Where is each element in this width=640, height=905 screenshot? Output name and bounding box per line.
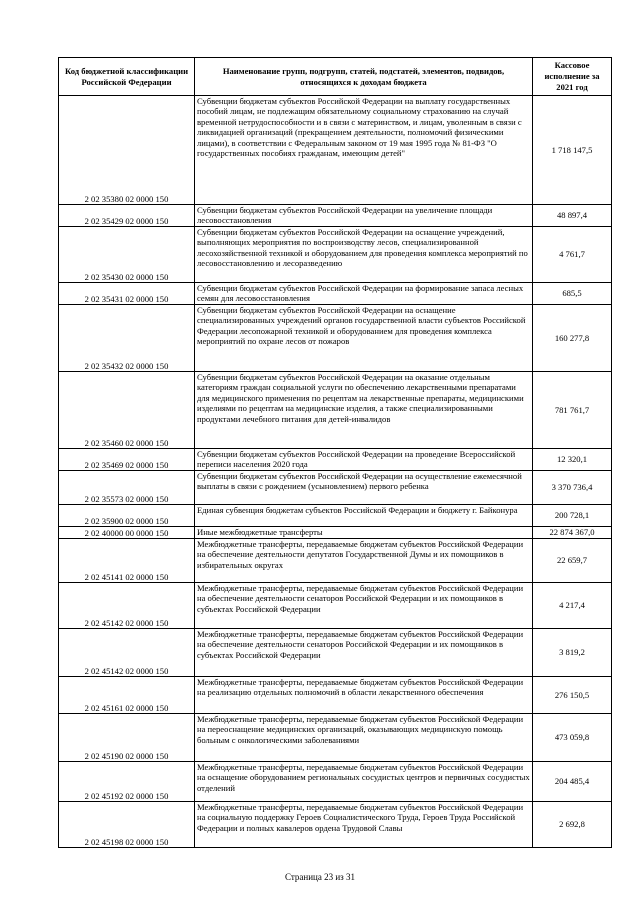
row-name: Субвенции бюджетам субъектов Российской Федерации на проведение Всероссийской переписи населения 2020 года — [195, 449, 533, 471]
table-row — [59, 527, 612, 539]
row-amount: 3 370 736,4 — [533, 471, 612, 505]
row-name: Межбюджетные трансферты, передаваемые бюджетам субъектов Российской Федерации на социальную поддержку Героев Социалистического Труда, Героев Труда Российской Федерации и полных кавалеров ордена Трудовой Славы — [195, 802, 533, 848]
row-amount: 2 692,8 — [533, 802, 612, 848]
row-name: Субвенции бюджетам субъектов Российской Федерации на формирование запаса лесных семян для лесовосстановления — [195, 283, 533, 305]
row-name: Иные межбюджетные трансферты — [195, 527, 533, 539]
row-code: 2 02 45198 02 0000 150 — [59, 802, 195, 848]
budget-table — [58, 57, 612, 848]
row-amount: 4 217,4 — [533, 583, 612, 629]
row-code: 2 02 35380 02 0000 150 — [59, 96, 195, 205]
row-name: Субвенции бюджетам субъектов Российской Федерации на выплату государственных пособий лицам, не подлежащим обязательному социальному страхованию на случай временной нетрудоспособности и в связи с материнством, и лицам, уволенным в связи с ликвидацией организаций (прекращением деятельности, полномочий физическими лицами), в соответствии с Федеральным законом от 19 мая 1995 года № 81-ФЗ "О государственных пособиях гражданам, имеющим детей" — [195, 96, 533, 205]
row-amount: 22 659,7 — [533, 539, 612, 583]
table-row — [59, 372, 612, 449]
page-number: Страница 23 из 31 — [285, 872, 355, 882]
table-row — [59, 802, 612, 848]
row-amount: 473 059,8 — [533, 714, 612, 762]
row-amount: 685,5 — [533, 283, 612, 305]
table-row — [59, 283, 612, 305]
row-name: Межбюджетные трансферты, передаваемые бюджетам субъектов Российской Федерации на переоснащение медицинских организаций, оказывающих медицинскую помощь больным с онкологическими заболеваниями — [195, 714, 533, 762]
table-row — [59, 762, 612, 802]
row-code: 2 02 35430 02 0000 150 — [59, 227, 195, 283]
table-row — [59, 629, 612, 677]
row-amount: 22 874 367,0 — [533, 527, 612, 539]
row-code: 2 02 45142 02 0000 150 — [59, 583, 195, 629]
table-row — [59, 205, 612, 227]
header-name: Наименование групп, подгрупп, статей, подстатей, элементов, подвидов, относящихся к доходам бюджета — [195, 58, 533, 96]
table-row — [59, 227, 612, 283]
row-name: Межбюджетные трансферты, передаваемые бюджетам субъектов Российской Федерации на обеспечение деятельности сенаторов Российской Федерации и их помощников в субъектах Российской Федерации — [195, 583, 533, 629]
row-code: 2 02 35469 02 0000 150 — [59, 449, 195, 471]
row-code: 2 02 45190 02 0000 150 — [59, 714, 195, 762]
header-amount: Кассовое исполнение за 2021 год — [533, 58, 612, 96]
table-row — [59, 677, 612, 714]
row-code: 2 02 45192 02 0000 150 — [59, 762, 195, 802]
row-code: 2 02 35460 02 0000 150 — [59, 372, 195, 449]
row-name: Межбюджетные трансферты, передаваемые бюджетам субъектов Российской Федерации на обеспечение деятельности сенаторов Российской Федерации и их помощников в субъектах Российской Федерации — [195, 629, 533, 677]
row-name: Межбюджетные трансферты, передаваемые бюджетам субъектов Российской Федерации на оснащение оборудованием региональных сосудистых центров и первичных сосудистых отделений — [195, 762, 533, 802]
table-header-row — [59, 58, 612, 96]
row-amount: 276 150,5 — [533, 677, 612, 714]
row-amount: 160 277,8 — [533, 305, 612, 372]
row-name: Субвенции бюджетам субъектов Российской Федерации на оснащение специализированных учреждений органов государственной власти субъектов Российской Федерации лесопожарной техникой и оборудованием для проведения комплекса мероприятий по охране лесов от пожаров — [195, 305, 533, 372]
header-code: Код бюджетной классификации Российской Федерации — [59, 58, 195, 96]
row-amount: 1 718 147,5 — [533, 96, 612, 205]
row-name: Субвенции бюджетам субъектов Российской Федерации на увеличение площади лесовосстановления — [195, 205, 533, 227]
table-row — [59, 714, 612, 762]
row-amount: 3 819,2 — [533, 629, 612, 677]
row-amount: 4 761,7 — [533, 227, 612, 283]
table-row — [59, 539, 612, 583]
table-row — [59, 305, 612, 372]
row-amount: 12 320,1 — [533, 449, 612, 471]
row-name: Единая субвенция бюджетам субъектов Российской Федерации и бюджету г. Байконура — [195, 505, 533, 527]
row-code: 2 02 45141 02 0000 150 — [59, 539, 195, 583]
row-code: 2 02 35432 02 0000 150 — [59, 305, 195, 372]
table-row — [59, 449, 612, 471]
row-amount: 781 761,7 — [533, 372, 612, 449]
row-amount: 48 897,4 — [533, 205, 612, 227]
row-code: 2 02 35573 02 0000 150 — [59, 471, 195, 505]
row-code: 2 02 35429 02 0000 150 — [59, 205, 195, 227]
row-name: Субвенции бюджетам субъектов Российской Федерации на оказание отдельным категориям граждан социальной услуги по обеспечению лекарственными препаратами для медицинского применения по рецептам на лекарственные препараты, медицинскими изделиями по рецептам на медицинские изделия, а также специализированными продуктами лечебного питания для детей-инвалидов — [195, 372, 533, 449]
row-name: Межбюджетные трансферты, передаваемые бюджетам субъектов Российской Федерации на обеспечение деятельности депутатов Государственной Думы и их помощников в избирательных округах — [195, 539, 533, 583]
row-code: 2 02 45161 02 0000 150 — [59, 677, 195, 714]
row-code: 2 02 40000 00 0000 150 — [59, 527, 195, 539]
row-name: Межбюджетные трансферты, передаваемые бюджетам субъектов Российской Федерации на реализацию отдельных полномочий в области лекарственного обеспечения — [195, 677, 533, 714]
table-body — [59, 96, 612, 848]
table-row — [59, 583, 612, 629]
row-code: 2 02 35900 02 0000 150 — [59, 505, 195, 527]
row-amount: 204 485,4 — [533, 762, 612, 802]
table-row — [59, 505, 612, 527]
row-amount: 200 728,1 — [533, 505, 612, 527]
row-name: Субвенции бюджетам субъектов Российской Федерации на оснащение учреждений, выполняющих мероприятия по воспроизводству лесов, специализированной лесохозяйственной техникой и оборудованием для проведения комплекса мероприятий по лесовосстановлению и лесоразведению — [195, 227, 533, 283]
table-row — [59, 96, 612, 205]
row-code: 2 02 35431 02 0000 150 — [59, 283, 195, 305]
table-row — [59, 471, 612, 505]
row-name: Субвенции бюджетам субъектов Российской Федерации на осуществление ежемесячной выплаты в связи с рождением (усыновлением) первого ребенка — [195, 471, 533, 505]
row-code: 2 02 45142 02 0000 150 — [59, 629, 195, 677]
